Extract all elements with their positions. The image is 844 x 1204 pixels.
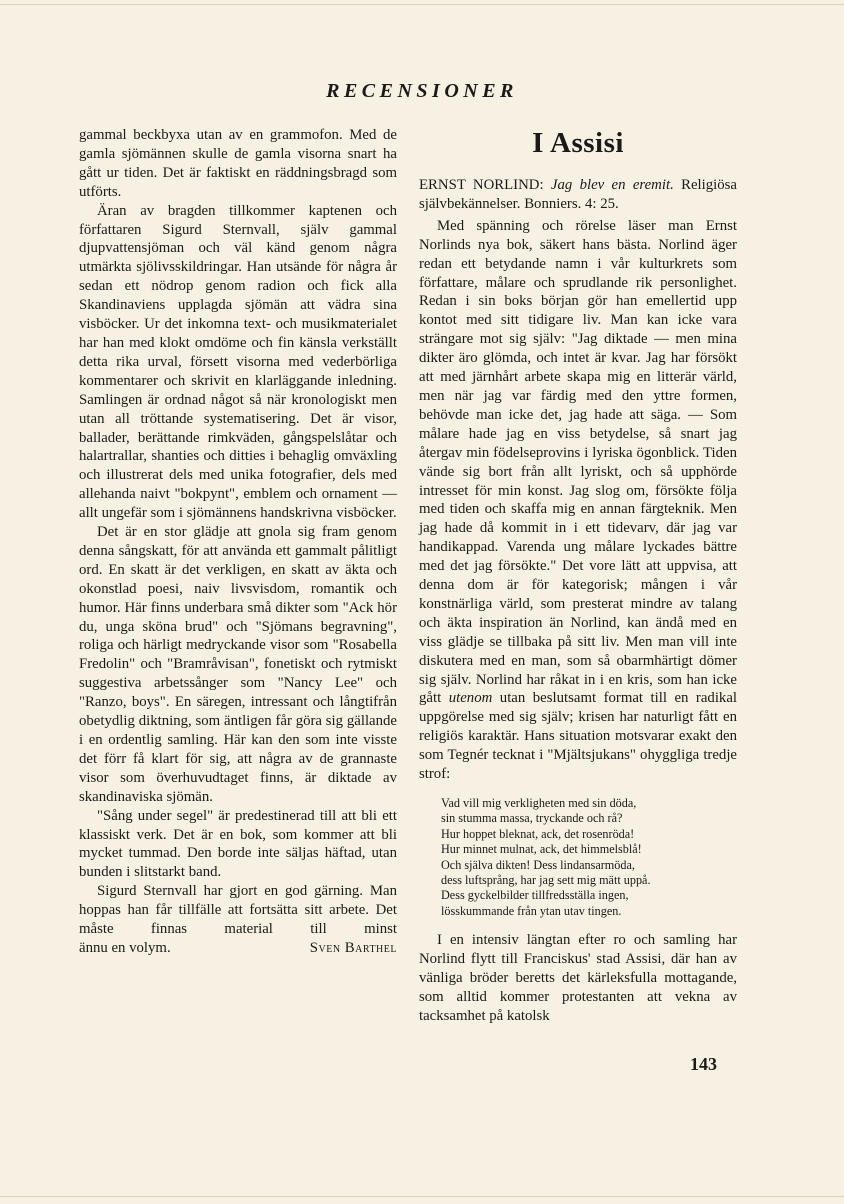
left-paragraph-4: "Sång under segel" är predestinerad till att bli ett klassiskt verk. Det är en bok, som kommer att bli mycket tummad. Den borde inte säljas häftad, utan bunden i slitstarkt band. xyxy=(79,807,397,881)
biblio-author: ERNST NORLIND: xyxy=(419,177,544,193)
bibliographic-entry xyxy=(419,176,737,214)
right-column xyxy=(419,126,737,1026)
biblio-details: Religiösa självbekännelser. Bonniers. 4: 25. xyxy=(419,177,738,212)
page-number: 143 xyxy=(690,1054,717,1074)
poem-line: Hur hoppet bleknat, ack, det rosenröda! xyxy=(441,826,635,841)
left-paragraph-2: Äran av bragden tillkommer kaptenen och författaren Sigurd Sternvall, själv gammal djupvattensjöman och väl känd genom några utmärkta sjölivsskildringar. Han utsände för några år sedan ett nödrop genom radion och fick alla Skandinaviens upplagda sjömän att vädra sina visböcker. Ur det inkomna text- och musikmaterialet har han med klokt omdöme och fin känsla verkställt detta rika urval, försett visorna med vederbörliga kommentarer och skrivit en klarläggande inledning. Samlingen är ordnad något så när kronologiskt men utan all tröttande systematisering. Det är visor, ballader, berättande rimkväden, gångspelslåtar och halartrallar, shanties och ditties i behaglig omväxling och illustrerat dels med unika fotografier, dels med allehanda naivt "bokpynt", emblem och ornament — allt ungefär som i sjömännens handskrivna visböcker. xyxy=(79,202,397,522)
right-paragraph-1-emphasis: utenom xyxy=(448,690,493,707)
left-paragraph-3: Det är en stor glädje att gnola sig fram genom denna sångskatt, för att använda ett gammalt pålitligt ord. En skatt är det verkligen, en skatt av äkta och okonstlad poesi, naiv livsvisdom, romantik och humor. Här finns underbara små dikter som "Ack hör du, unga sköna brud" och "Sjömans begravning", roliga och härligt medryckande visor som "Rosabella Fredolin" och "Bramråvisan", fonetiskt och rytmiskt suggestiva arbetssånger som "Nancy Lee" och "Ranzo, boys". En säregen, intressant och långtifrån obetydlig diktning, som äntligen får göra sig gällande i en ordentlig samling. Här kan den som inte visste det förr få klart för sig, att några av de grannaste visor som överhuvudtaget finns, är diktade av skandinaviska sjömän. xyxy=(79,524,397,805)
left-column xyxy=(79,126,397,958)
poem-line: Vad vill mig verkligheten med sin döda, xyxy=(441,796,637,810)
poem-quotation xyxy=(441,796,737,919)
biblio-work-title: Jag blev en eremit. xyxy=(550,177,674,193)
poem-line: Dess gyckelbilder tillfredsställa ingen, xyxy=(441,888,629,903)
review-title: I Assisi xyxy=(532,127,624,159)
poem-line: lösskummande från ytan utav tingen. xyxy=(441,903,622,918)
poem-line: Hur minnet mulnat, ack, det himmelsblå! xyxy=(441,842,642,857)
right-paragraph-1 xyxy=(419,217,737,784)
review-signature-line xyxy=(79,939,397,958)
right-paragraph-1-end: utan beslutsamt format till en radikal uppgörelse med sig själv; krisen har naturligt fått en religiös karaktär. Hans situation motsvarar exakt den som Tegnér tecknat i "Mjältsjukans" ohyggliga tredje strof: xyxy=(419,690,738,783)
page-edge-bottom xyxy=(0,1196,844,1197)
page-edge-top xyxy=(0,4,844,5)
right-paragraph-2: I en intensiv längtan efter ro och samling har Norlind flytt till Franciskus' stad Assisi, där han av vänliga bröder beretts det kärleksfulla mottagande, som alltid kommer protestanten att vekna av tacksamhet på katolsk xyxy=(419,932,737,1024)
poem-line: dess luftsprång, har jag sett mig mätt uppå. xyxy=(441,873,651,888)
left-paragraph-5: Sigurd Sternvall har gjort en god gärning. Man hoppas han får tillfälle att fortsätta sitt arbete. Det måste finnas material till minst xyxy=(79,883,397,938)
reviewer-signature: Sven Barthel xyxy=(309,939,397,956)
left-paragraph-1: gammal beckbyxa utan av en grammofon. Med de gamla sjömännen skulle de gamla visorna snart ha gått ur tiden. Det är faktiskt en räddningsbragd som utförts. xyxy=(79,127,397,200)
section-header: RECENSIONER xyxy=(326,80,518,102)
right-paragraph-1-text: Med spänning och rörelse läser man Ernst Norlinds nya bok, säkert hans bästa. Norlind äger redan ett betydande namn i vår kulturkrets som författare, målare och sprudlande rik personlighet. Redan i sin boks början gör han emellertid upp kontot med sitt tidigare liv. Man kan icke vara strängare mot sig själv: "Jag diktade — men mina dikter äro glömda, och intet är kvar. Jag har försökt att med järnhårt arbete skapa mig en litterär värld, men när jag var färdig med den yttre formen, behövde man icke det, jag hade att säga. — Som målare hade jag en viss betydelse, så snart jag återgav min födelseprovins i lyriska ögonblick. Tiden vände sig bort från allt lyriskt, och så upphörde intresset för min konst. Jag slog om, försökte följa med tiden och skaffa mig en annan färgteknik. Men jag hade då kommit in i ett tidevarv, där jag var handikappad. Varenda ung målare lyckades bättre med det jag försökte." Det vore lätt att uppvisa, att denna dom är för kategorisk; mången i vår konstnärliga värld, som presterat mindre av talang och äkta inspiration än Norlind, kan ändå med en viss glädje se tillbaka på sitt liv. Men man vill inte diskutera med en man, som så obarmhärtigt dömer sig själv. Norlind har råkat in i en kris, som han icke gått xyxy=(419,217,737,707)
poem-line: sin stumma massa, tryckande och rå? xyxy=(441,811,623,826)
left-paragraph-5-end: ännu en volym. xyxy=(79,939,171,956)
poem-line: Och själva dikten! Dess lindansarmöda, xyxy=(441,857,635,872)
